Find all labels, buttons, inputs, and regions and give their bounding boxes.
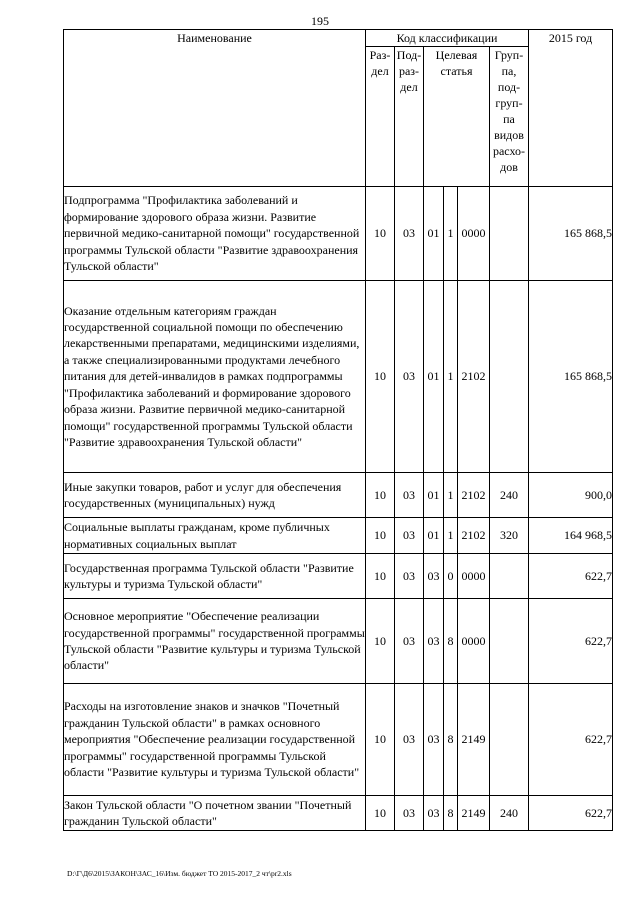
table-row: [64, 599, 613, 684]
table-row: [64, 281, 613, 473]
row-expense-group: 240: [490, 796, 529, 831]
budget-table: [63, 29, 613, 831]
row-target-direction: 2149: [458, 684, 490, 796]
row-expense-group: [490, 684, 529, 796]
table-row: [64, 796, 613, 831]
row-expense-group: [490, 187, 529, 281]
row-expense-group: [490, 554, 529, 599]
row-target-direction: 2102: [458, 518, 490, 554]
row-target-subprogram: 1: [444, 187, 458, 281]
row-razdel: 10: [366, 473, 395, 518]
row-expense-group: 240: [490, 473, 529, 518]
row-podrazdel: 03: [395, 599, 424, 684]
row-target-subprogram: 8: [444, 796, 458, 831]
row-name: Иные закупки товаров, работ и услуг для обеспечения государственных (муниципальных) нужд: [64, 473, 366, 518]
row-expense-group: [490, 281, 529, 473]
row-target-program: 01: [424, 473, 444, 518]
header-name: Наименование: [64, 30, 366, 187]
row-razdel: 10: [366, 187, 395, 281]
row-podrazdel: 03: [395, 796, 424, 831]
header-year: 2015 год: [529, 30, 613, 187]
row-amount: 165 868,5: [529, 187, 613, 281]
row-target-program: 03: [424, 796, 444, 831]
row-target-program: 01: [424, 518, 444, 554]
header-razdel: Раз- дел: [366, 47, 395, 187]
table-row: [64, 518, 613, 554]
row-amount: 622,7: [529, 796, 613, 831]
header-podrazdel: Под- раз- дел: [395, 47, 424, 187]
row-name: Оказание отдельным категориям граждан государственной социальной помощи по обеспечению лекарственными препаратами, медицинскими изделиями, а также специализированными продуктами лечебного питания для детей-инвалидов в рамках подпрограммы "Профилактика заболеваний и формирование здорового образа жизни. Развитие первичной медико-санитарной помощи" государственной программы Тульской области "Развитие здравоохранения Тульской области": [64, 281, 366, 473]
row-razdel: 10: [366, 518, 395, 554]
row-amount: 900,0: [529, 473, 613, 518]
row-target-direction: 0000: [458, 599, 490, 684]
row-amount: 165 868,5: [529, 281, 613, 473]
row-target-program: 03: [424, 599, 444, 684]
row-expense-group: [490, 599, 529, 684]
row-amount: 622,7: [529, 599, 613, 684]
header-expense-group: Груп- па, под- груп- па видов расхо- дов: [490, 47, 529, 187]
row-razdel: 10: [366, 554, 395, 599]
row-amount: 622,7: [529, 554, 613, 599]
table-body: [64, 187, 613, 831]
header-code: Код классификации: [366, 30, 529, 47]
row-razdel: 10: [366, 684, 395, 796]
row-amount: 164 968,5: [529, 518, 613, 554]
row-target-program: 01: [424, 187, 444, 281]
table-header-row: [64, 30, 613, 47]
row-name: Основное мероприятие "Обеспечение реализации государственной программы" государственной программы Тульской области "Развитие культуры и туризма Тульской области": [64, 599, 366, 684]
row-target-direction: 0000: [458, 187, 490, 281]
table-row: [64, 554, 613, 599]
row-razdel: 10: [366, 599, 395, 684]
row-target-subprogram: 1: [444, 473, 458, 518]
row-name: Расходы на изготовление знаков и значков "Почетный гражданин Тульской области" в рамках основного мероприятия "Обеспечение реализации государственной программы" государственной программы Тульской области "Развитие культуры и туризма Тульской области": [64, 684, 366, 796]
page-number: 195: [311, 14, 329, 28]
row-podrazdel: 03: [395, 281, 424, 473]
row-target-subprogram: 1: [444, 518, 458, 554]
row-target-direction: 2149: [458, 796, 490, 831]
header-target-article: Целевая статья: [424, 47, 490, 187]
row-podrazdel: 03: [395, 518, 424, 554]
row-podrazdel: 03: [395, 554, 424, 599]
row-target-direction: 2102: [458, 281, 490, 473]
row-razdel: 10: [366, 281, 395, 473]
row-target-program: 01: [424, 281, 444, 473]
row-target-subprogram: 8: [444, 684, 458, 796]
row-name: Подпрограмма "Профилактика заболеваний и формирование здорового образа жизни. Развитие первичной медико-санитарной помощи" государственной программы Тульской области "Развитие здравоохранения Тульской области": [64, 187, 366, 281]
row-target-subprogram: 8: [444, 599, 458, 684]
row-target-direction: 2102: [458, 473, 490, 518]
row-podrazdel: 03: [395, 684, 424, 796]
row-expense-group: 320: [490, 518, 529, 554]
table-row: [64, 473, 613, 518]
file-path-footer: D:\Г\Д6\2015\ЗАКОН\ЗАС_16\Изм. бюджет ТО 2015-2017_2 чт\pr2.xls: [67, 869, 292, 878]
row-name: Закон Тульской области "О почетном звании "Почетный гражданин Тульской области": [64, 796, 366, 831]
row-razdel: 10: [366, 796, 395, 831]
row-target-direction: 0000: [458, 554, 490, 599]
row-target-subprogram: 0: [444, 554, 458, 599]
row-podrazdel: 03: [395, 473, 424, 518]
row-amount: 622,7: [529, 684, 613, 796]
row-name: Государственная программа Тульской области "Развитие культуры и туризма Тульской области": [64, 554, 366, 599]
table-row: [64, 684, 613, 796]
row-target-program: 03: [424, 554, 444, 599]
table-row: [64, 187, 613, 281]
row-target-program: 03: [424, 684, 444, 796]
row-podrazdel: 03: [395, 187, 424, 281]
row-target-subprogram: 1: [444, 281, 458, 473]
row-name: Социальные выплаты гражданам, кроме публичных нормативных социальных выплат: [64, 518, 366, 554]
